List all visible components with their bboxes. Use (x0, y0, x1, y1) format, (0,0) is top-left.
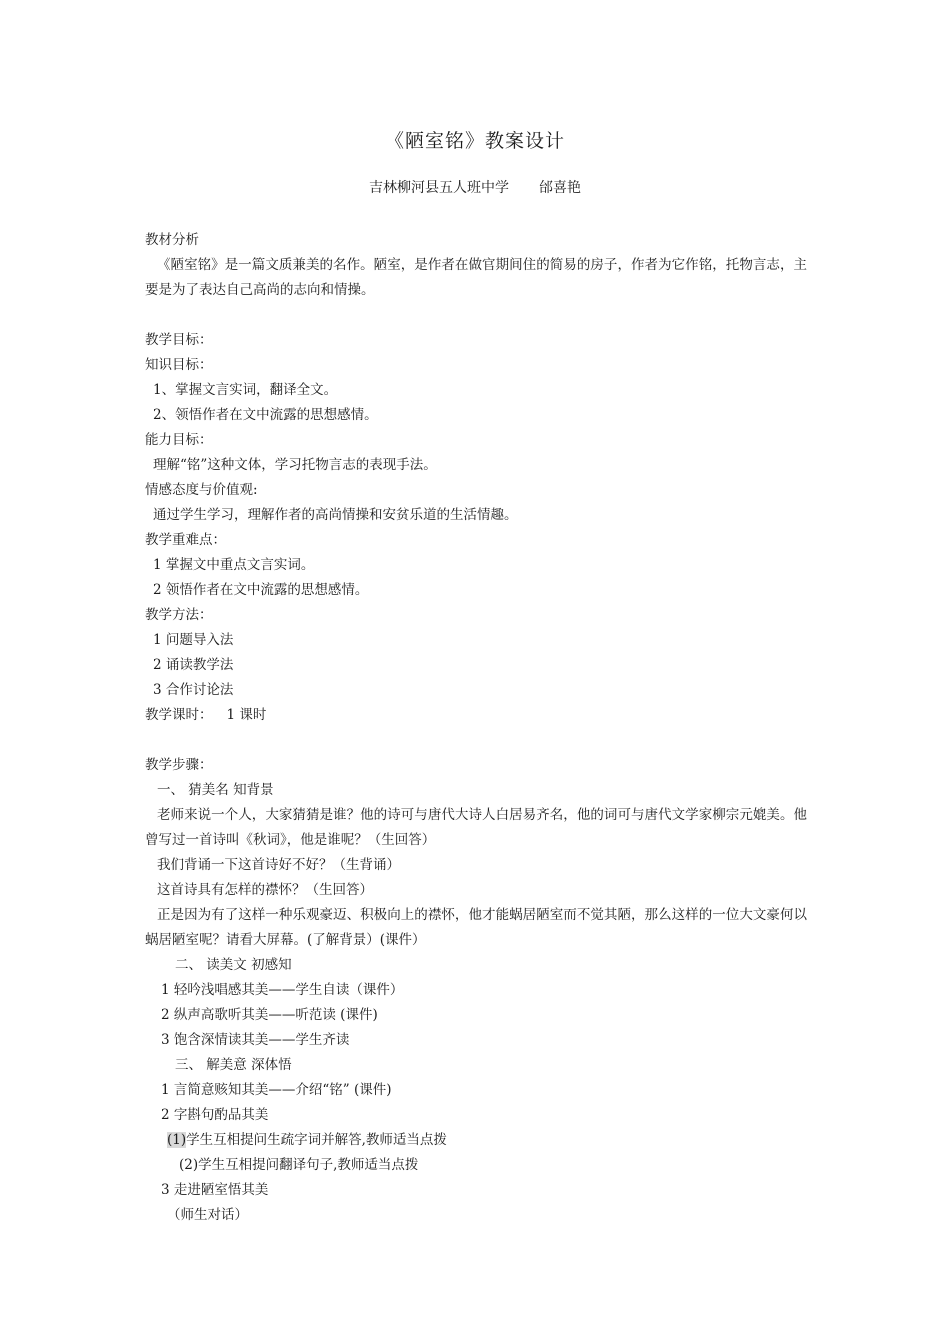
list-item: 3 饱含深情读其美——学生齐读 (161, 1032, 350, 1048)
sub-list-item: (2)学生互相提问翻译句子,教师适当点拨 (179, 1157, 419, 1173)
author-name: 邰喜艳 (539, 180, 581, 196)
section-heading-key-points: 教学重难点： (145, 532, 226, 548)
step-three-heading: 三、 解美意 深体悟 (175, 1057, 292, 1073)
byline (0, 177, 950, 197)
section-heading-analysis: 教材分析 (145, 232, 199, 248)
document-body (145, 228, 807, 1228)
sub-list-item (145, 1128, 807, 1153)
list-item: 1 问题导入法 (153, 632, 234, 648)
section-heading-steps: 教学步骤： (145, 757, 213, 773)
subheading-emotion: 情感态度与价值观: (145, 482, 258, 498)
list-item: 1 掌握文中重点文言实词。 (153, 557, 315, 573)
section-heading-goals: 教学目标： (145, 332, 213, 348)
list-item: 2、领悟作者在文中流露的思想感情。 (153, 407, 378, 423)
list-item: 2 纵声高歌听其美——听范读 (课件) (161, 1007, 378, 1023)
sub-item-text: 学生互相提问生疏字词并解答,教师适当点拨 (186, 1132, 447, 1148)
section-heading-methods: 教学方法： (145, 607, 213, 623)
analysis-paragraph: 《陋室铭》是一篇文质兼美的名作。陋室，是作者在做官期间住的简易的房子，作者为它作铭，托物言志，主要是为了表达自己高尚的志向和情操。 (145, 257, 807, 298)
teaching-hours (145, 703, 807, 728)
highlighted-marker: (1) (167, 1132, 187, 1148)
list-item: （师生对话） (167, 1207, 248, 1223)
step-one-paragraph: 老师来说一个人，大家猜猜是谁？他的诗可与唐代大诗人白居易齐名，他的词可与唐代文学家柳宗元媲美。他曾写过一首诗叫《秋词》，他是谁呢？（生回答） (145, 807, 807, 848)
hours-label: 教学课时： (145, 707, 213, 723)
step-one-paragraph: 我们背诵一下这首诗好不好？（生背诵） (157, 857, 400, 873)
step-two-heading: 二、 读美文 初感知 (175, 957, 292, 973)
hours-value: 1 课时 (226, 707, 267, 723)
step-one-paragraph: 这首诗具有怎样的襟怀？（生回答） (157, 882, 373, 898)
list-item: 3 走进陋室悟其美 (161, 1182, 269, 1198)
list-item: 1、掌握文言实词，翻译全文。 (153, 382, 338, 398)
step-one-paragraph: 正是因为有了这样一种乐观豪迈、积极向上的襟怀，他才能蜗居陋室而不觉其陋，那么这样的一位大文豪何以蜗居陋室呢？请看大屏幕。(了解背景）(课件） (145, 907, 807, 948)
list-item: 2 诵读教学法 (153, 657, 234, 673)
emotion-text: 通过学生学习，理解作者的高尚情操和安贫乐道的生活情趣。 (153, 507, 518, 523)
list-item: 2 领悟作者在文中流露的思想感情。 (153, 582, 369, 598)
page-title: 《陋室铭》教案设计 (384, 130, 565, 152)
school-name: 吉林柳河县五人班中学 (369, 180, 509, 196)
list-item: 1 轻吟浅唱感其美——学生自读（课件） (161, 982, 404, 998)
list-item: 3 合作讨论法 (153, 682, 234, 698)
subheading-knowledge: 知识目标： (145, 357, 213, 373)
ability-text: 理解“铭”这种文体，学习托物言志的表现手法。 (153, 457, 437, 473)
subheading-ability: 能力目标： (145, 432, 213, 448)
step-one-heading: 一、 猜美名 知背景 (157, 782, 274, 798)
list-item: 1 言简意赅知其美——介绍“铭” (课件) (161, 1082, 392, 1098)
list-item: 2 字斟句酌品其美 (161, 1107, 269, 1123)
